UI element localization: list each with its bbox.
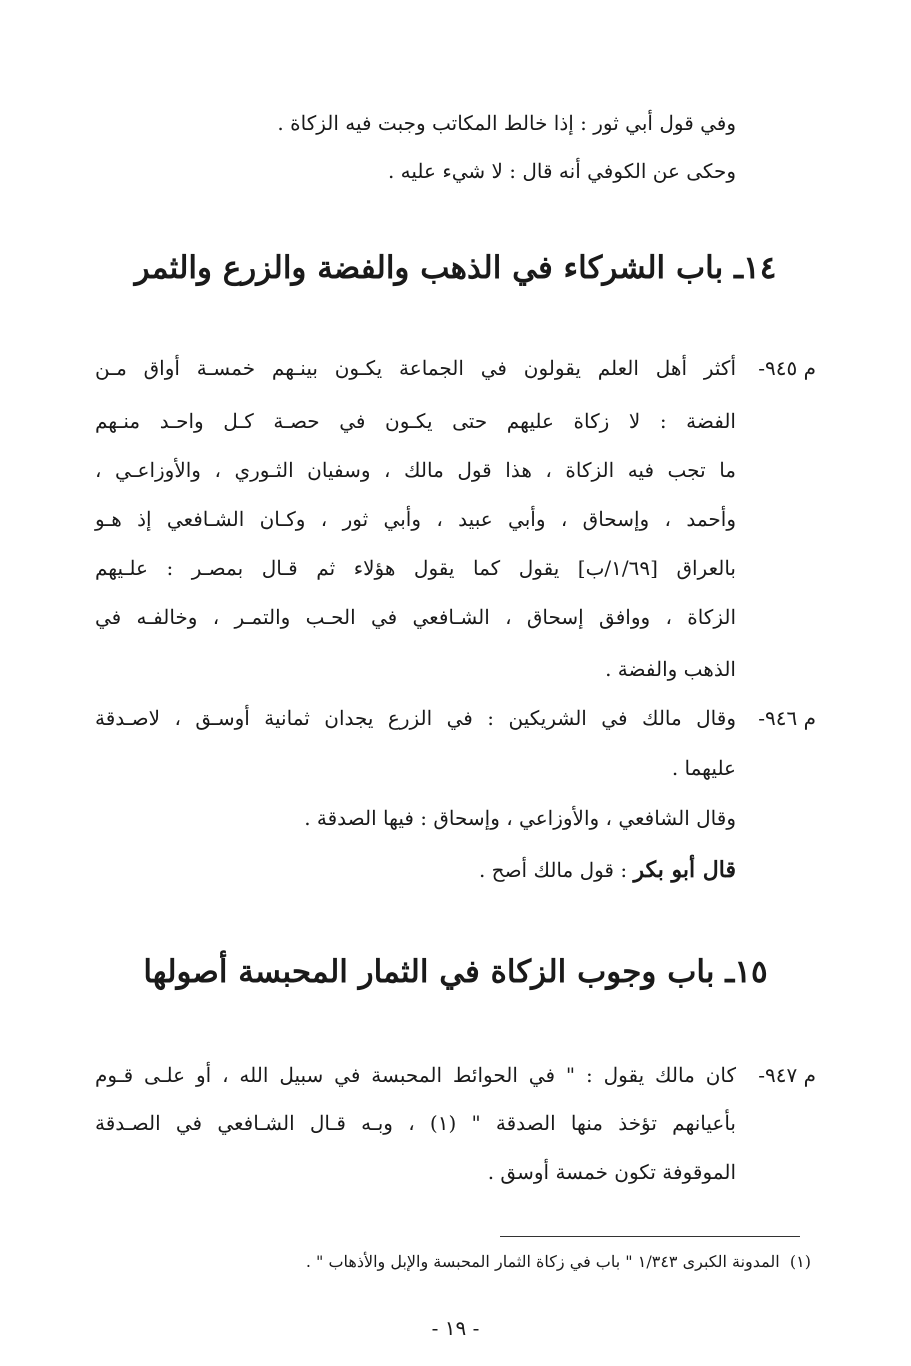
entry-946-number: م ٩٤٦- (758, 706, 816, 730)
entry-946-line-2: عليهما . (671, 756, 736, 780)
entry-945-line-6: الزكاة ، ووافق إسحاق ، الشـافعي في الحـب والتمـر ، وخالفـه في (95, 605, 737, 629)
entry-947-number: م ٩٤٧- (758, 1063, 816, 1087)
entry-945-number: م ٩٤٥- (758, 356, 816, 380)
entry-946-line-1: وقال مالك في الشريكين : في الزرع يجدان ثمانية أوسـق ، لاصـدقة (95, 706, 736, 730)
page-number: - ١٩ - (431, 1316, 480, 1340)
intro-line-2: وحكى عن الكوفي أنه قال : لا شيء عليه . (387, 159, 736, 183)
abu-bakr-lead: قال أبو بكر (633, 857, 736, 883)
intro-line-1: وفي قول أبي ثور : إذا خالط المكاتب وجبت فيه الزكاة . (277, 111, 736, 135)
footnote-separator (500, 1236, 800, 1237)
footnote-marker: (١) (789, 1252, 811, 1271)
footnote-text: المدونة الكبرى ١/٣٤٣ " باب في زكاة الثمار المحبسة والإبل والأذهاب " . (305, 1252, 780, 1271)
entry-946-para-3 (95, 855, 736, 885)
entry-947-line-3: الموقوفة تكون خمسة أوسق . (487, 1160, 736, 1184)
footnote (200, 1250, 811, 1274)
entry-946-para-2: وقال الشافعي ، والأوزاعي ، وإسحاق : فيها الصدقة . (304, 806, 736, 830)
section-14-heading: ١٤ـ باب الشركاء في الذهب والفضة والزرع والثمر (134, 250, 777, 286)
entry-945-line-3: ما تجب فيه الزكاة ، هذا قول مالك ، وسفيان الثـوري ، والأوزاعـي ، (95, 458, 736, 482)
section-15-heading: ١٥ـ باب وجوب الزكاة في الثمار المحبسة أصولها (143, 954, 768, 990)
entry-945-line-7: الذهب والفضة . (605, 657, 736, 681)
entry-947-line-2: بأعيانهم تؤخذ منها الصدقة " (١) ، وبـه قـال الشـافعي في الصـدقة (95, 1111, 737, 1135)
entry-945-line-2: الفضة : لا زكاة عليهم حتى يكـون في حصـة كـل واحـد منـهم (95, 409, 736, 433)
abu-bakr-text: : قول مالك أصح . (478, 858, 634, 882)
entry-945-line-5: بالعراق [١/٦٩/ب] يقول كما يقول هؤلاء ثم قـال بمصـر : علـيهم (95, 556, 736, 580)
entry-945-line-4: وأحمد ، وإسحاق ، وأبي عبيد ، وأبي ثور ، وكـان الشـافعي إذ هـو (95, 507, 736, 531)
entry-947-line-1: كان مالك يقول : " في الحوائط المحبسة في سبيل الله ، أو علـى قـوم (95, 1063, 736, 1087)
entry-945-line-1: أكثر أهل العلم يقولون في الجماعة يكـون بينـهم خمسـة أواق مـن (95, 356, 736, 380)
